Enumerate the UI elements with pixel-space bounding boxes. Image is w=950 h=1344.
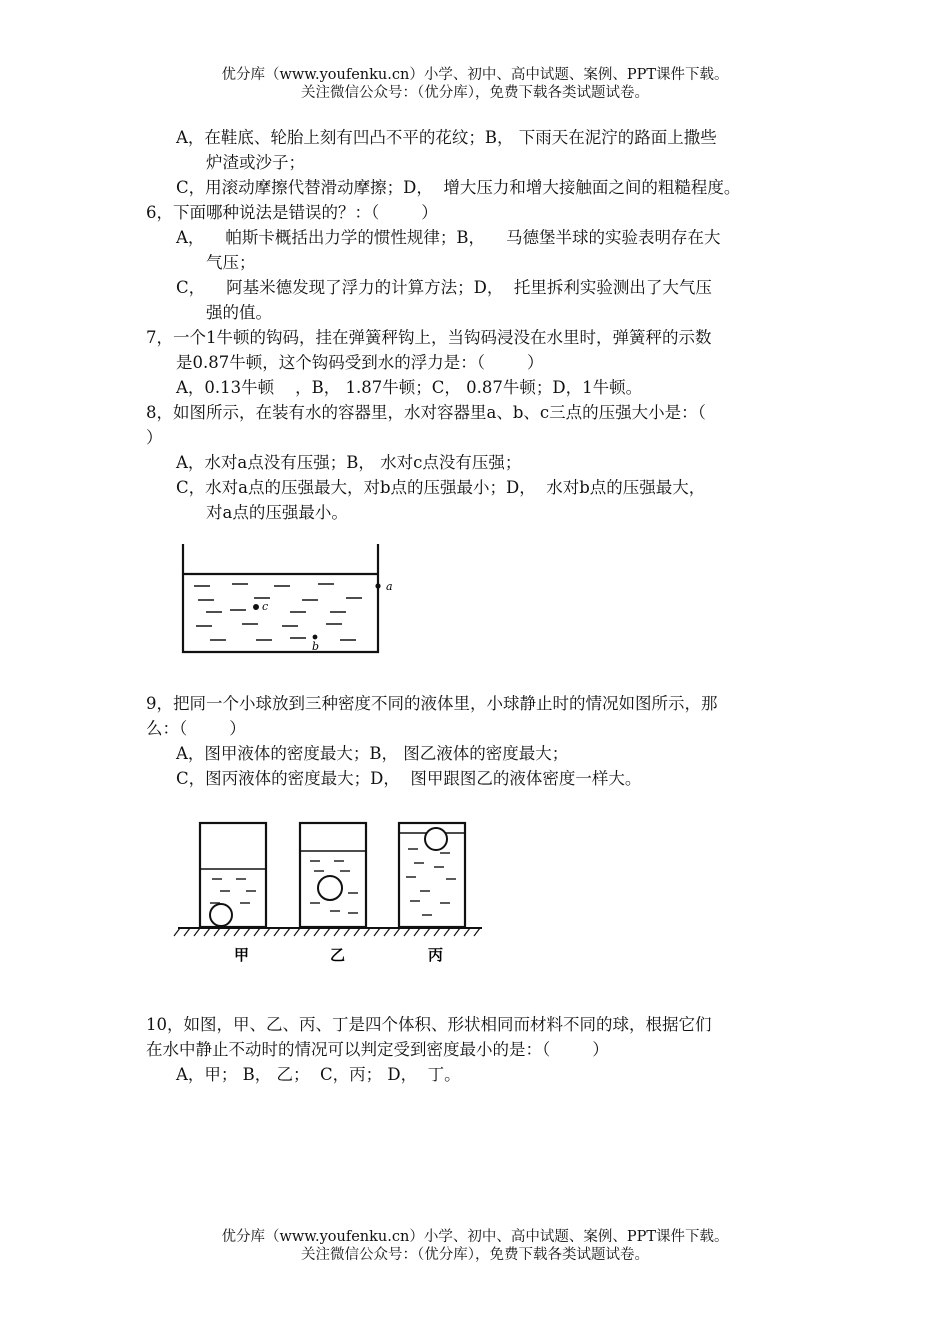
q8-option-ab: A，水对a点没有压强；B， 水对c点没有压强； [176,453,522,472]
q5-option-ab: A，在鞋底、轮胎上刻有凹凸不平的花纹；B， 下雨天在泥泞的路面上撒些 [176,128,717,147]
label-b: b [312,640,320,653]
q7-options: A，0.13牛顿 ，B， 1.87牛顿；C， 0.87牛顿；D，1牛顿。 [176,378,643,397]
page-footer [0,1228,950,1264]
ball-bing [425,828,447,850]
point-b [313,635,318,640]
beaker-yi [300,823,366,927]
q9-stem-cont: 么：（ ） [146,719,246,738]
q6-stem: 6，下面哪种说法是错误的？：（ ） [146,203,438,222]
q10-options: A，甲； B， 乙； C，丙； D， 丁。 [176,1065,461,1084]
q8-option-cd: C，水对a点的压强最大，对b点的压强最小；D， 水对b点的压强最大， [176,478,706,497]
label-jia: 甲 [234,946,250,964]
label-c: c [262,600,269,613]
q10-stem: 10，如图，甲、乙、丙、丁是四个体积、形状相同而材料不同的球，根据它们 [146,1015,712,1034]
q6-option-ab: A， 帕斯卡概括出力学的惯性规律；B， 马德堡半球的实验表明存在大 [176,228,721,247]
q5-option-b-cont: 炉渣或沙子； [206,153,305,172]
ground-hatching [174,928,480,936]
q8-container-figure [170,540,410,662]
label-a: a [386,580,393,593]
q6-option-d-cont: 强的值。 [206,303,272,322]
q6-option-cd: C， 阿基米德发现了浮力的计算方法；D， 托里拆利实验测出了大气压 [176,278,712,297]
beaker-jia [200,823,266,927]
q8-option-d-cont: 对a点的压强最小。 [206,503,348,522]
q9-beakers-figure [170,815,490,970]
label-yi: 乙 [330,946,346,964]
header-line-2: 关注微信公众号：（优分库），免费下载各类试题试卷。 [301,85,649,101]
point-a [375,583,380,588]
point-c [253,604,259,610]
ball-yi [318,876,342,900]
q5-option-cd: C，用滚动摩擦代替滑动摩擦；D， 增大压力和增大接触面之间的粗糙程度。 [176,178,741,197]
q9-option-cd: C，图丙液体的密度最大；D， 图甲跟图乙的液体密度一样大。 [176,769,642,788]
water-dashes [194,584,362,640]
q6-option-b-cont: 气压； [206,253,256,272]
q8-stem-cont: ） [146,428,163,447]
q8-stem: 8，如图所示，在装有水的容器里，水对容器里a、b、c三点的压强大小是：（ [146,403,706,422]
q7-stem-cont: 是0.87牛顿，这个钩码受到水的浮力是：（ ） [176,353,544,372]
q9-option-ab: A，图甲液体的密度最大；B， 图乙液体的密度最大； [176,744,569,763]
q10-stem-cont: 在水中静止不动时的情况可以判定受到密度最小的是：（ ） [146,1040,609,1059]
label-bing: 丙 [428,946,444,964]
q9-stem: 9，把同一个小球放到三种密度不同的液体里，小球静止时的情况如图所示，那 [146,694,718,713]
footer-line-1: 优分库（www.youfenku.cn）小学、初中、高中试题、案例、PPT课件下载。 [221,1229,729,1245]
ball-jia [210,904,232,926]
page-header [0,66,950,102]
footer-line-2: 关注微信公众号：（优分库），免费下载各类试题试卷。 [301,1247,649,1263]
beaker-bing [399,823,465,927]
header-line-1: 优分库（www.youfenku.cn）小学、初中、高中试题、案例、PPT课件下载。 [221,67,729,83]
q7-stem: 7，一个1牛顿的钩码，挂在弹簧秤钩上，当钩码浸没在水里时，弹簧秤的示数 [146,328,712,347]
